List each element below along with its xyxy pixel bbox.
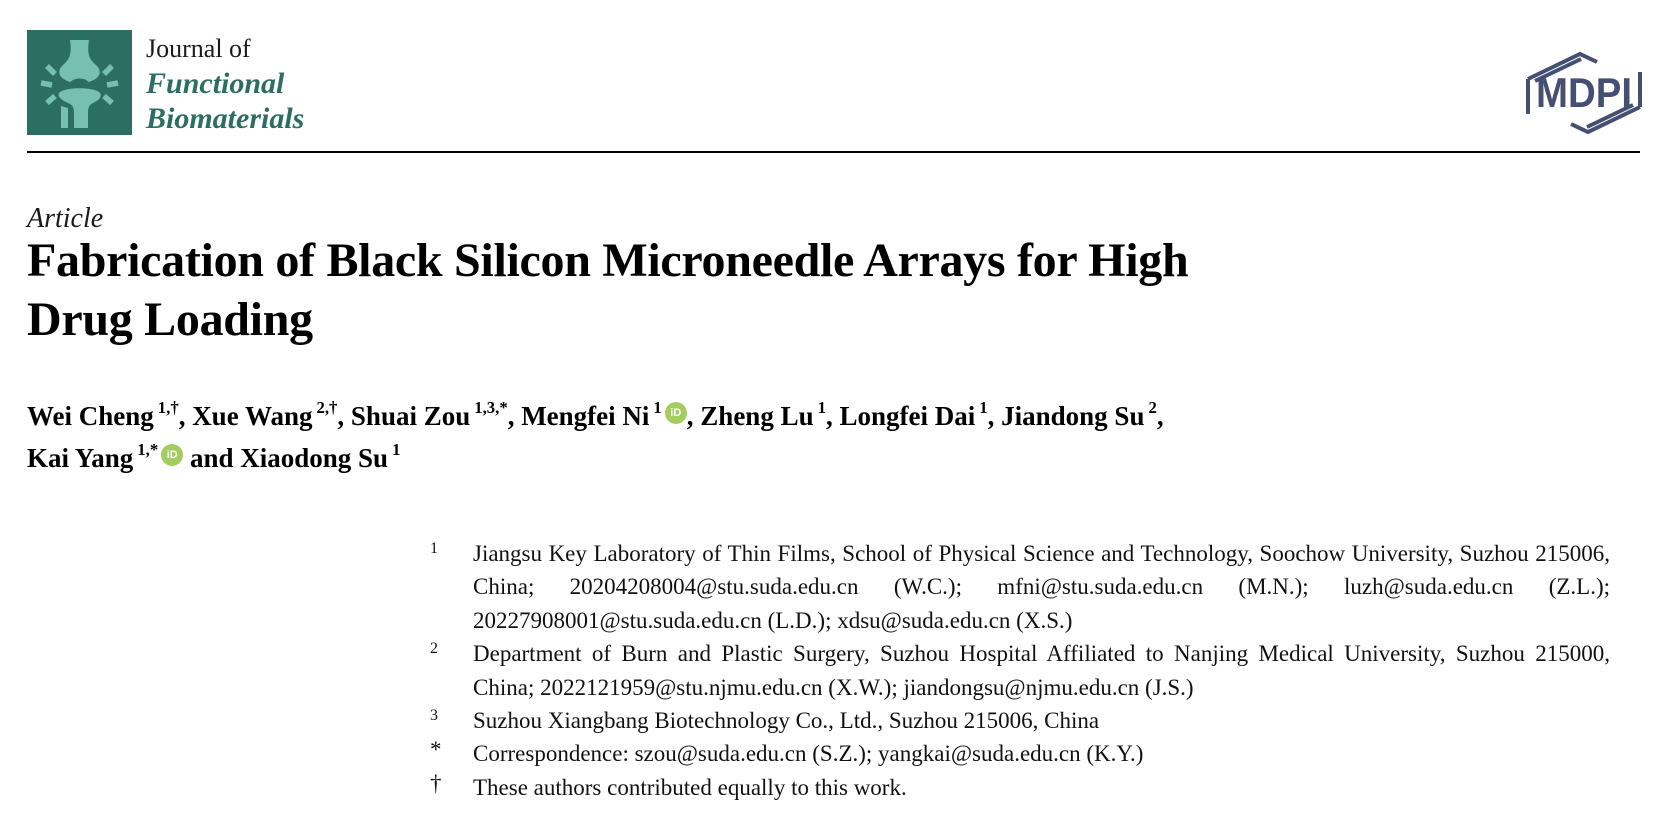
author-separator: , bbox=[987, 401, 1002, 431]
author-name: Jiandong Su bbox=[1001, 401, 1145, 431]
equal-contribution-text: These authors contributed equally to this work. bbox=[473, 774, 907, 800]
author-name: Wei Cheng bbox=[27, 401, 154, 431]
author-name: Longfei Dai bbox=[839, 401, 976, 431]
author-affil-marker: 2,† bbox=[316, 397, 338, 417]
journal-name-prefix: Journal of bbox=[146, 34, 251, 63]
orcid-icon[interactable]: iD bbox=[161, 444, 183, 466]
author-separator: , bbox=[686, 401, 701, 431]
author-affil-marker: 1,* bbox=[137, 439, 159, 459]
mdpi-wordmark: MDPI bbox=[1536, 69, 1632, 116]
header-divider bbox=[27, 151, 1640, 153]
affiliation-text: Department of Burn and Plastic Surgery, Suzhou Hospital Affiliated to Nanjing Medical University, Suzhou 215000, China; 2022121959@stu.njmu.edu.cn (X.W.); jiandongsu@njmu.edu.cn (J.S.) bbox=[473, 641, 1610, 700]
author-name: Zheng Lu bbox=[700, 401, 814, 431]
affiliation-row bbox=[430, 637, 1610, 704]
affiliation-marker: 2 bbox=[430, 640, 438, 658]
author-separator: , bbox=[1156, 401, 1164, 431]
author-separator: , bbox=[337, 401, 351, 431]
affiliation-row bbox=[430, 537, 1610, 637]
article-type-label: Article bbox=[27, 203, 104, 234]
correspondence-row bbox=[430, 737, 1610, 770]
author-list bbox=[27, 395, 1507, 479]
author-name: Xue Wang bbox=[192, 401, 313, 431]
author-separator: , bbox=[825, 401, 840, 431]
affiliation-marker: 3 bbox=[430, 707, 438, 725]
affiliation-text: Jiangsu Key Laboratory of Thin Films, School of Physical Science and Technology, Soochow University, Suzhou 215006, China; 20204208004@stu.suda.edu.cn (W.C.); mfni@stu.suda.edu.cn (M.N.); luzh@suda.edu.cn (Z.L.); 20227908001@stu.suda.edu.cn (L.D.); xdsu@suda.edu.cn (X.S.) bbox=[473, 541, 1610, 633]
knee-joint-icon bbox=[27, 30, 132, 135]
affiliations-block bbox=[430, 537, 1610, 804]
author-separator bbox=[183, 443, 190, 473]
affiliation-row bbox=[430, 704, 1610, 737]
correspondence-marker: * bbox=[430, 737, 442, 763]
author-affil-marker: 1,† bbox=[157, 397, 179, 417]
affiliation-text: Suzhou Xiangbang Biotechnology Co., Ltd., Suzhou 215006, China bbox=[473, 708, 1100, 734]
author-name: Mengfei Ni bbox=[521, 401, 650, 431]
journal-logo bbox=[27, 30, 132, 135]
journal-name bbox=[146, 31, 304, 136]
author-name: Xiaodong Su bbox=[240, 443, 389, 473]
author-affil-marker: 1 bbox=[817, 397, 826, 417]
author-affil-marker: 1,3,* bbox=[474, 397, 508, 417]
author-affil-marker: 1 bbox=[653, 397, 662, 417]
article-title-line1: Fabrication of Black Silicon Microneedle Arrays for High bbox=[27, 234, 1189, 287]
author-affil-marker: 1 bbox=[392, 439, 401, 459]
mdpi-logo bbox=[1520, 50, 1648, 136]
orcid-icon[interactable]: iD bbox=[665, 402, 687, 424]
equal-contribution-marker: † bbox=[430, 770, 442, 796]
equal-contribution-row bbox=[430, 771, 1610, 804]
affiliation-marker: 1 bbox=[430, 540, 438, 557]
author-affil-marker: 2 bbox=[1148, 397, 1157, 417]
journal-name-line2: Biomaterials bbox=[146, 102, 305, 135]
mdpi-hexagon-icon bbox=[1520, 50, 1648, 136]
article-title bbox=[27, 231, 1507, 349]
author-separator: , bbox=[178, 401, 193, 431]
author-name: Kai Yang bbox=[27, 443, 134, 473]
article-title-line2: Drug Loading bbox=[27, 293, 313, 346]
correspondence-text: Correspondence: szou@suda.edu.cn (S.Z.); yangkai@suda.edu.cn (K.Y.) bbox=[473, 741, 1144, 767]
author-name: Shuai Zou bbox=[350, 401, 471, 431]
author-connector: and bbox=[189, 443, 241, 473]
author-affil-marker: 1 bbox=[979, 397, 988, 417]
journal-name-line1: Functional bbox=[146, 67, 285, 100]
author-separator: , bbox=[507, 401, 522, 431]
